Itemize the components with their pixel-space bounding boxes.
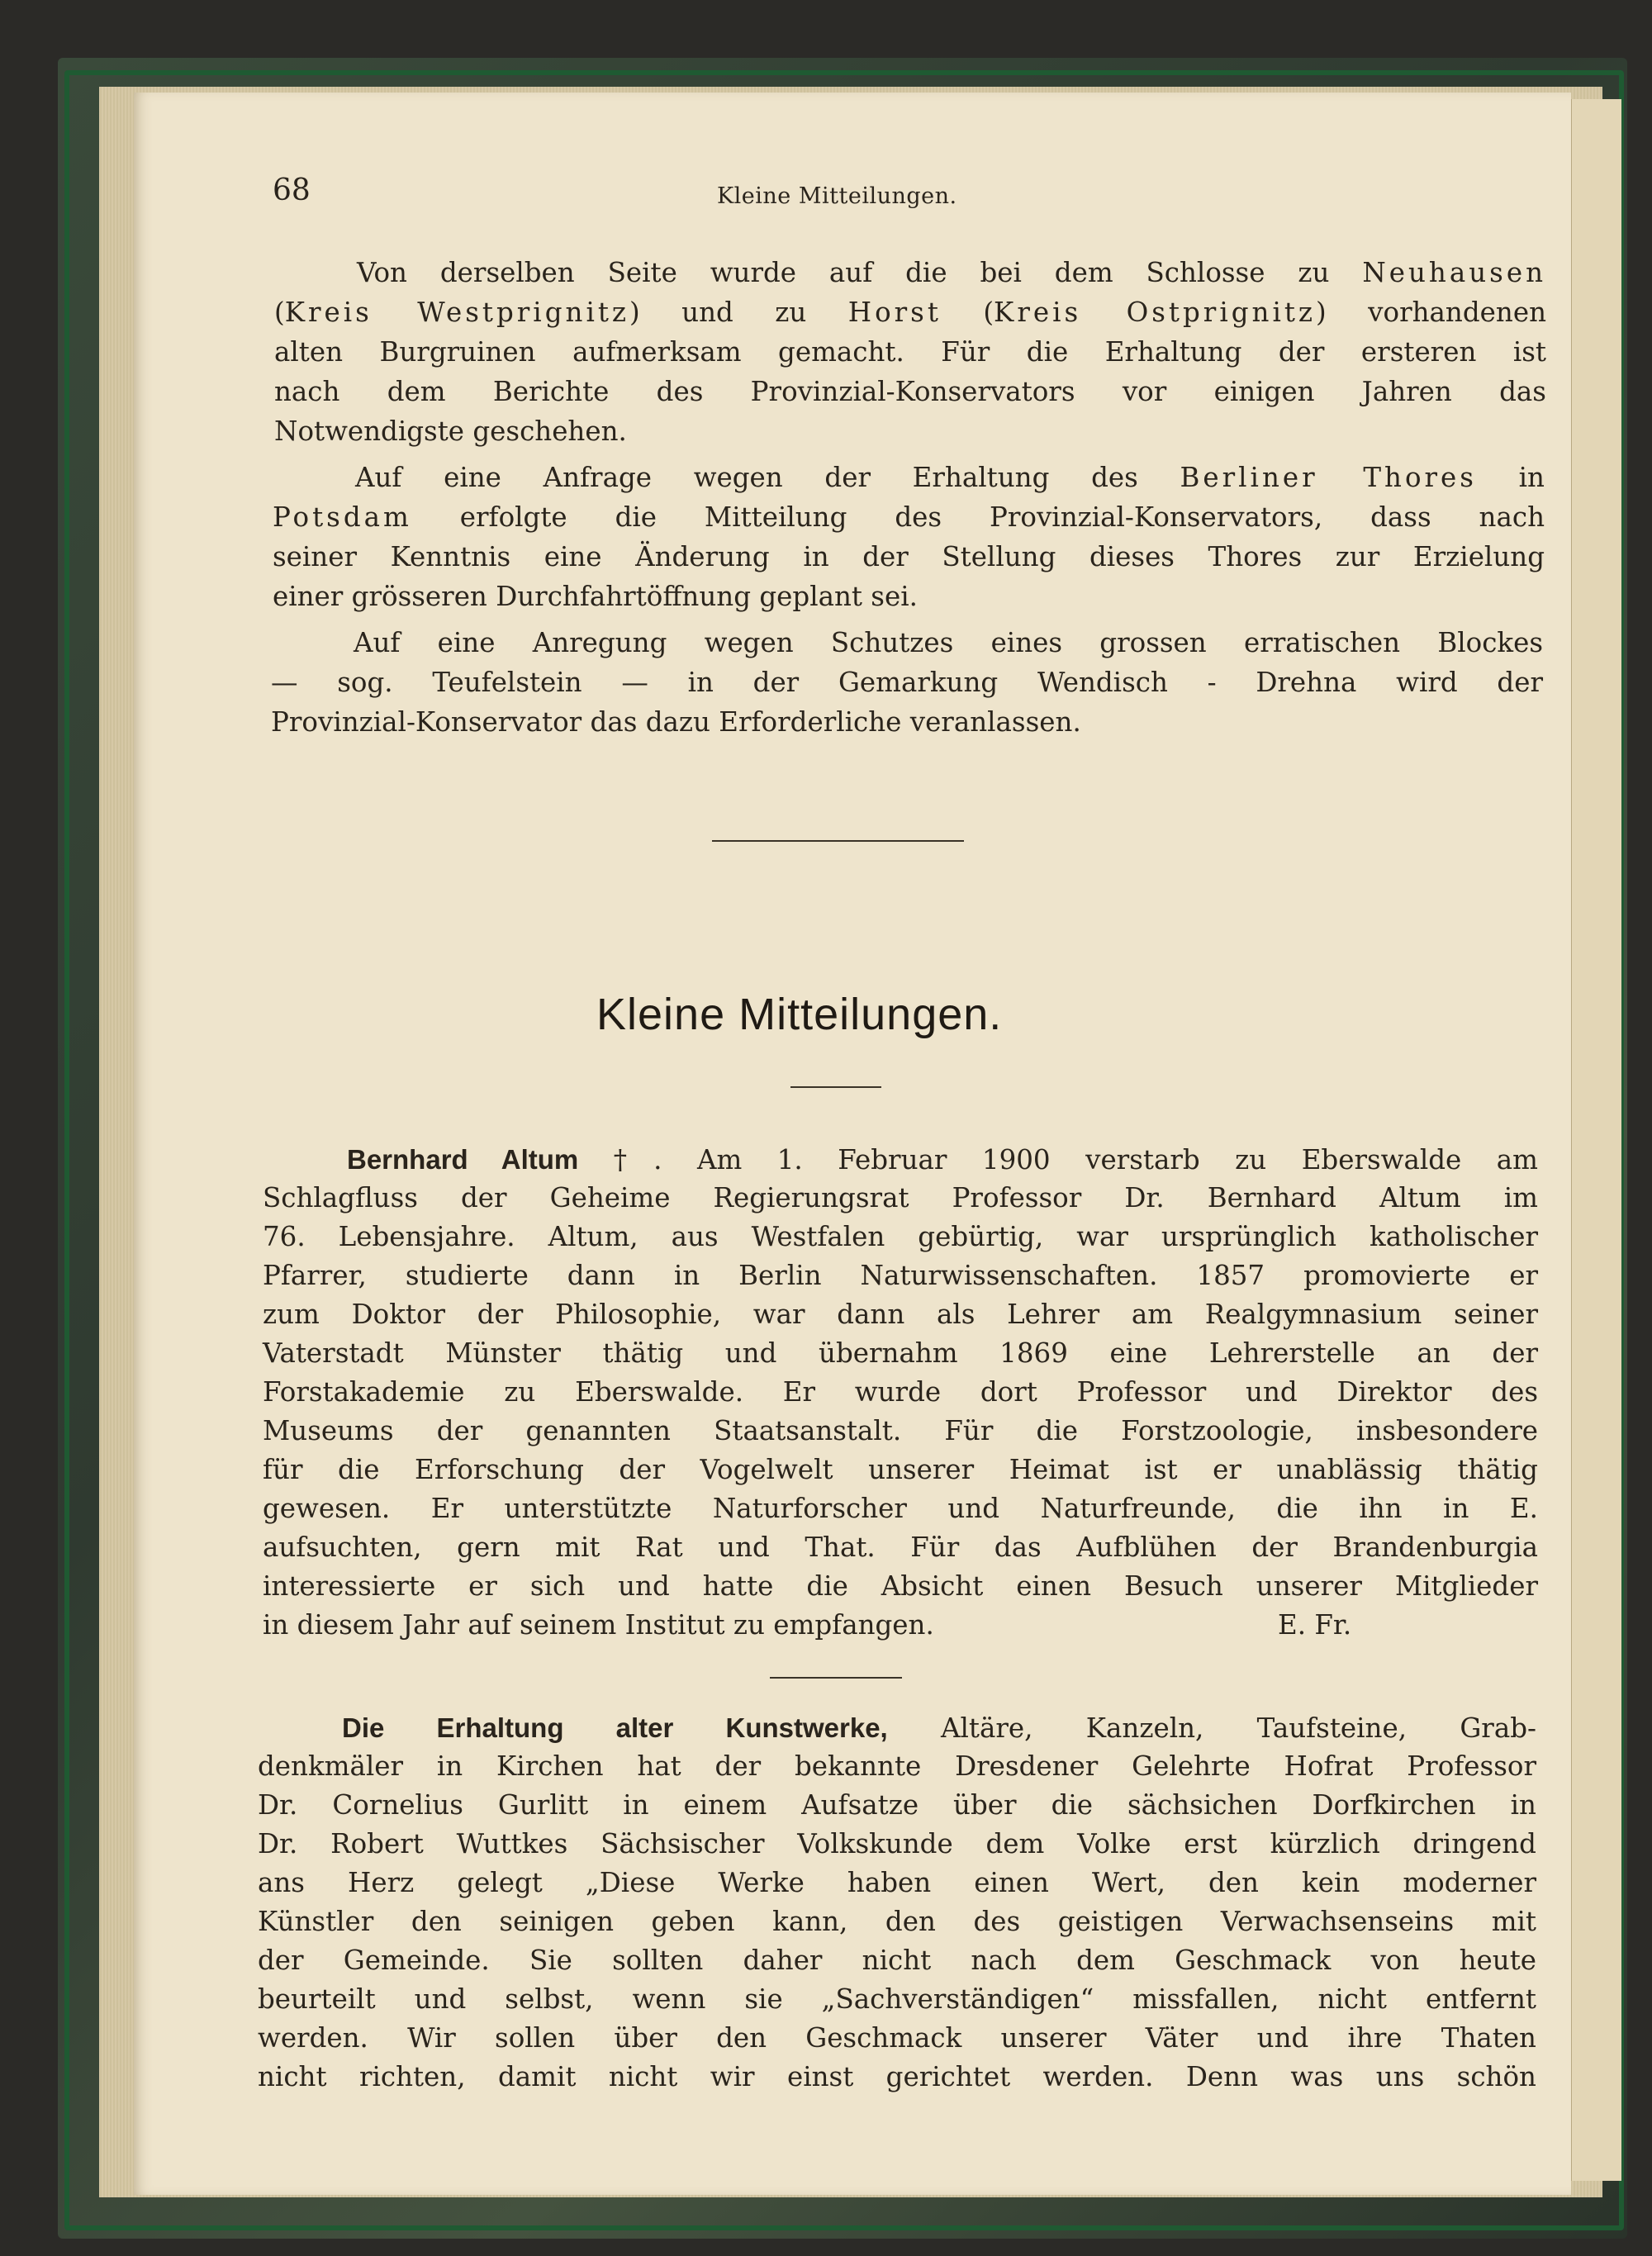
altum-line7: Forstakademie zu Eberswalde. Er wurde dort Professor und Direktor des [263,1376,1538,1408]
altum-line3: 76. Lebensjahre. Altum, aus Westfalen gebürtig, war ursprünglich katholischer [263,1221,1538,1252]
altum-line12: interessierte er sich und hatte die Absicht einen Besuch unserer Mitglieder [263,1570,1538,1602]
spaced-place-name: Berliner Thores [1180,462,1477,493]
section-divider [712,840,964,842]
kunst-line7: der Gemeinde. Sie sollten daher nicht nach dem Geschmack von heute [258,1945,1536,1976]
title-underline [790,1086,881,1088]
kunst-line2: denkmäler in Kirchen hat der bekannte Dresdener Gelehrte Hofrat Professor [258,1750,1536,1782]
para3-line2: — sog. Teufelstein — in der Gemarkung Wendisch - Drehna wird der [271,667,1543,698]
running-title: Kleine Mitteilungen. [717,183,957,209]
para1-line2 [274,299,1546,326]
altum-line13: in diesem Jahr auf seinem Institut zu empfangen. [263,1609,934,1641]
text-span: ) und zu [629,297,848,328]
kunst-line8: beurteilt und selbst, wenn sie „Sachverständigen“ missfallen, nicht entfernt [258,1983,1536,2015]
kunst-line4: Dr. Robert Wuttkes Sächsischer Volkskunde dem Volke erst kürzlich dringend [258,1828,1536,1859]
text-span: in [1476,462,1545,493]
para1-line5: Notwendigste geschehen. [274,416,627,447]
spaced-place-name: Potsdam [273,501,412,533]
para2-line4: einer grösseren Durchfahrtöffnung geplant sei. [273,581,918,612]
altum-line10: gewesen. Er unterstützte Naturforscher und Naturfreunde, die ihn in E. [263,1493,1538,1524]
altum-line8: Museums der genannten Staatsanstalt. Für die Forstzoologie, insbesondere [263,1415,1538,1446]
book-page [134,93,1571,2195]
spaced-place-name: Horst [847,297,942,328]
para2-line3: seiner Kenntnis eine Änderung in der Stellung dieses Thores zur Erzielung [273,541,1545,572]
author-signature: E. Fr. [1278,1609,1352,1641]
para2-line2 [273,501,1545,533]
spaced-place-name: Kreis Ostprignitz [994,297,1317,328]
facing-page-edge [1569,99,1621,2181]
kunst-line1 [342,1714,1536,1742]
para3-line3: Provinzial-Konservator das dazu Erforderliche veranlassen. [271,706,1081,738]
kunst-line6: Künstler den seinigen geben kann, den des geistigen Verwachsenseins mit [258,1906,1536,1937]
altum-line9: für die Erforschung der Vogelwelt unserer Heimat ist er unablässig thätig [263,1454,1538,1485]
altum-line2: Schlagfluss der Geheime Regierungsrat Professor Dr. Bernhard Altum im [263,1182,1538,1213]
altum-line6: Vaterstadt Münster thätig und übernahm 1869 eine Lehrerstelle an der [263,1337,1538,1369]
text-span: Altäre, Kanzeln, Taufsteine, Grab- [887,1712,1536,1744]
spaced-place-name: Neuhausen [1362,257,1546,288]
kunst-line5: ans Herz gelegt „Diese Werke haben einen Wert, den kein moderner [258,1867,1536,1898]
text-span: ( [274,297,285,328]
page-number: 68 [273,173,311,207]
kunst-line9: werden. Wir sollen über den Geschmack unserer Väter und ihre Thaten [258,2022,1536,2054]
article-divider [770,1677,902,1679]
section-title: Kleine Mitteilungen. [596,990,1003,1039]
text-span: ( [941,297,995,328]
kunst-line10: nicht richten, damit nicht wir einst gerichtet werden. Denn was uns schön [258,2061,1536,2092]
kunst-line3: Dr. Cornelius Gurlitt in einem Aufsatze über die sächsichen Dorfkirchen in [258,1789,1536,1821]
altum-line4: Pfarrer, studierte dann in Berlin Naturwissenschaften. 1857 promovierte er [263,1260,1538,1291]
para1-line1 [357,259,1546,287]
para1-line3: alten Burgruinen aufmerksam gemacht. Für die Erhaltung der ersteren ist [274,336,1546,368]
text-span: †. Am 1. Februar 1900 verstarb zu Eberswalde am [613,1144,1538,1175]
para3-line1: Auf eine Anregung wegen Schutzes eines grossen erratischen Blockes [354,627,1543,658]
article-heading: Bernhard Altum [347,1144,579,1175]
spaced-place-name: Kreis Westprignitz [284,297,630,328]
para2-line1 [355,464,1545,492]
text-span: Von derselben Seite wurde auf die bei dem Schlosse zu [357,257,1363,288]
altum-line11: aufsuchten, gern mit Rat und That. Für das Aufblühen der Brandenburgia [263,1532,1538,1563]
para1-line4: nach dem Berichte des Provinzial-Konservators vor einigen Jahren das [274,376,1546,407]
altum-line5: zum Doktor der Philosophie, war dann als Lehrer am Realgymnasium seiner [263,1299,1538,1330]
altum-line1 [347,1146,1538,1174]
article-heading: Die Erhaltung alter Kunstwerke, [342,1712,888,1743]
text-span: erfolgte die Mitteilung des Provinzial-Konservators, dass nach [411,501,1545,533]
text-span: ) vorhandenen [1316,297,1546,328]
text-span: Auf eine Anfrage wegen der Erhaltung des [355,462,1180,493]
